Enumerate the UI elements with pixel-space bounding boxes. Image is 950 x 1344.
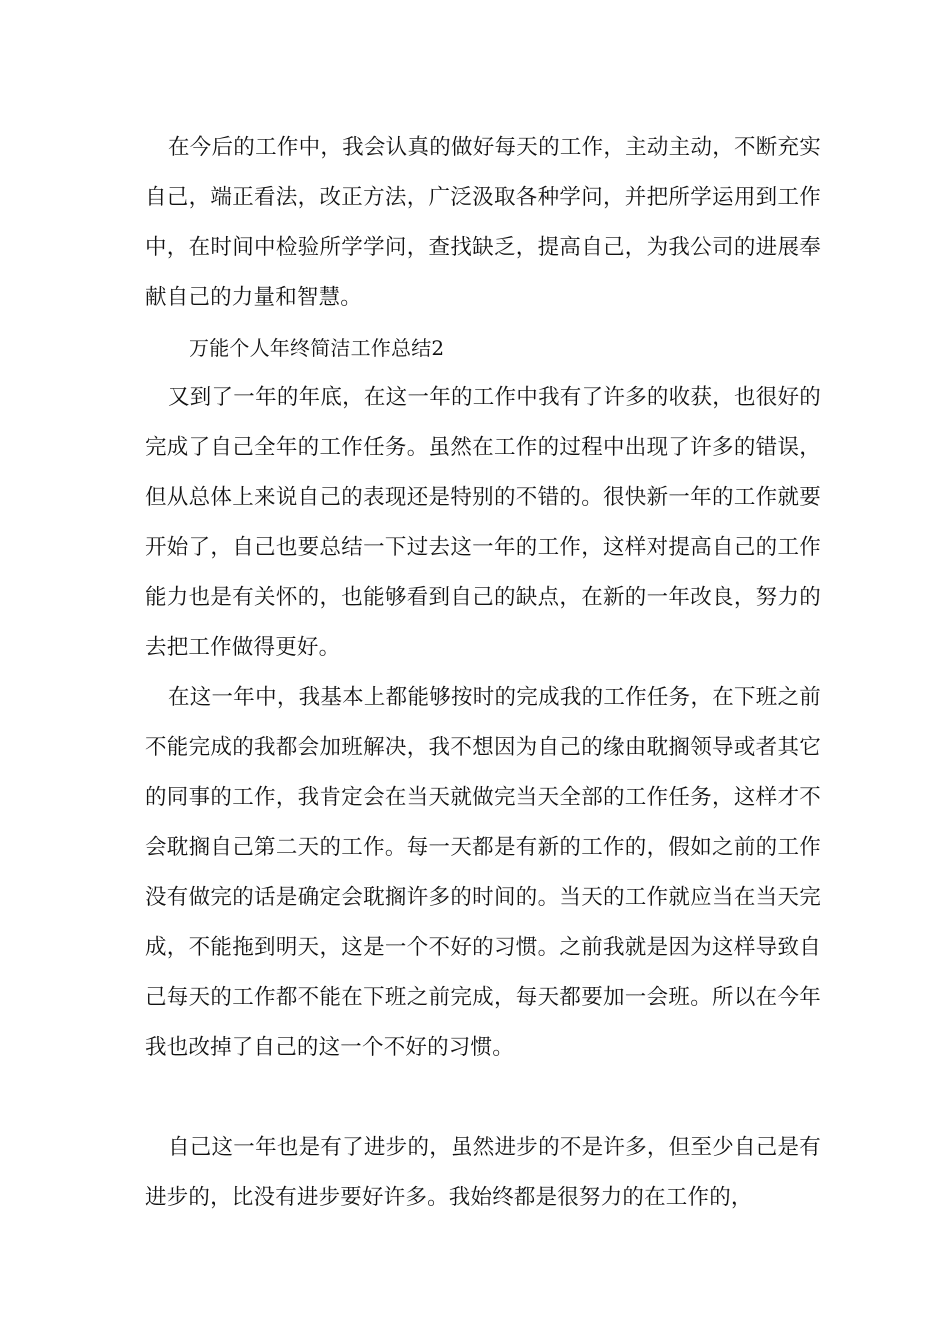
paragraph-spacer (145, 1073, 821, 1123)
paragraph-closing-intro: 在今后的工作中，我会认真的做好每天的工作，主动主动，不断充实自己，端正看法，改正方法，广泛汲取各种学问，并把所学运用到工作中，在时间中检验所学学问，查找缺乏，提高自己，为我公司的进展奉献自己的力量和智慧。 (145, 135, 821, 310)
paragraph-year-end: 又到了一年的年底，在这一年的工作中我有了许多的收获，也很好的完成了自己全年的工作任务。虽然在工作的过程中出现了许多的错误，但从总体上来说自己的表现还是特别的不错的。很快新一年的工作就要开始了，自己也要总结一下过去这一年的工作，这样对提高自己的工作能力也是有关怀的，也能够看到自己的缺点，在新的一年改良，努力的去把工作做得更好。 (145, 385, 821, 660)
paragraph-task-completion: 在这一年中，我基本上都能够按时的完成我的工作任务，在下班之前不能完成的我都会加班解决，我不想因为自己的缘由耽搁领导或者其它的同事的工作，我肯定会在当天就做完当天全部的工作任务，这样才不会耽搁自己第二天的工作。每一天都是有新的工作的，假如之前的工作没有做完的话是确定会耽搁许多的时间的。当天的工作就应当在当天完成，不能拖到明天，这是一个不好的习惯。之前我就是因为这样导致自己每天的工作都不能在下班之前完成，每天都要加一会班。所以在今年我也改掉了自己的这一个不好的习惯。 (145, 685, 821, 1060)
section-heading: 万能个人年终简洁工作总结2 (189, 336, 445, 360)
document-body (145, 123, 821, 1223)
paragraph-progress: 自己这一年也是有了进步的，虽然进步的不是许多，但至少自己是有进步的，比没有进步要好许多。我始终都是很努力的在工作的， (145, 1135, 821, 1210)
